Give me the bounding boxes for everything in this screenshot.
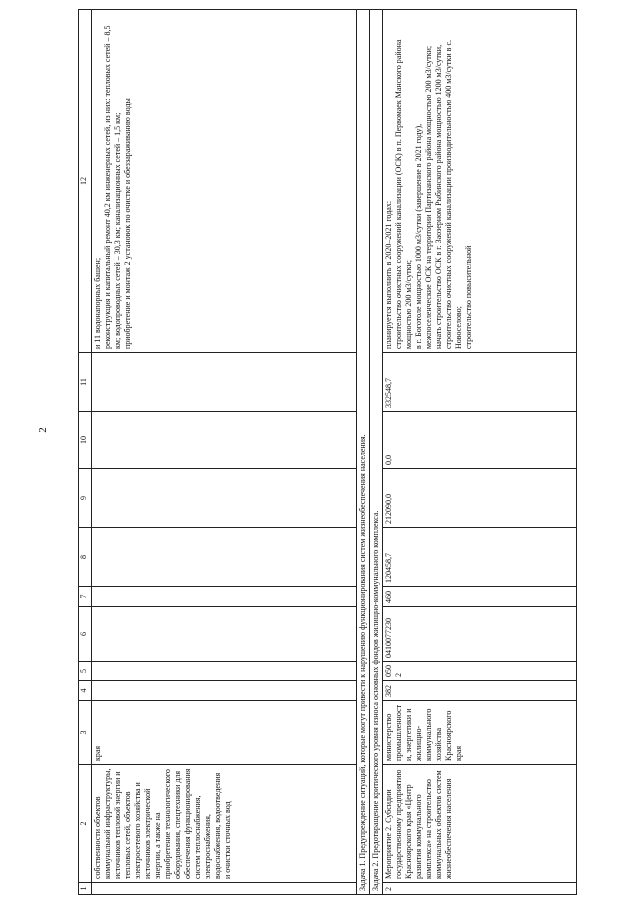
header-cell-1: 1	[79, 883, 92, 895]
row1-expected-result: и 11 водонапорных башен; реконструкция и капитальный ремонт 40,2 км инженерных сетей, из них: тепловых сетей – 8,5 км; водопроводных сетей – 30,3 км; канализационных сетей – 1,5 км; приобретение и монтаж 2 установок по очистке и обеззараживанию воды	[92, 10, 357, 353]
task-1-label: Задача 1. Предупреждение ситуаций, которые могут привести к нарушению функционирования систем жизнеобеспечения населения.	[357, 10, 370, 895]
page-number: 2	[37, 427, 49, 433]
row2-amount-year-3: 0,0	[383, 412, 577, 469]
row1-cell-10	[92, 412, 357, 469]
header-cell-4: 4	[79, 681, 92, 701]
row1-number	[92, 883, 357, 895]
task-2-label: Задача 2. Предотвращение критического уровня износа основных фондов жилищно-коммунального комплекса.	[370, 10, 383, 895]
row2-target-code: 0410077230	[383, 607, 577, 662]
task-row	[357, 10, 370, 895]
row2-amount-total: 332548,7	[383, 353, 577, 412]
header-cell-8: 8	[79, 528, 92, 587]
row1-cell-4	[92, 681, 357, 701]
header-row	[79, 10, 92, 895]
row1-cell-11	[92, 353, 357, 412]
row2-amount-year-2: 212090,0	[383, 469, 577, 528]
table-row	[383, 10, 577, 895]
header-cell-9: 9	[79, 469, 92, 528]
row2-amount-year-1: 120458,7	[383, 528, 577, 587]
rotated-table-sheet	[78, 10, 573, 895]
header-cell-10: 10	[79, 412, 92, 469]
row2-expense-type: 460	[383, 587, 577, 607]
task-row	[370, 10, 383, 895]
program-measures-table	[78, 9, 577, 895]
header-cell-5: 5	[79, 662, 92, 681]
row1-cell-5	[92, 662, 357, 681]
row2-number: 2	[383, 883, 577, 895]
row2-grbs-code: 382	[383, 681, 577, 701]
row1-cell-8	[92, 528, 357, 587]
row2-expected-result: планируется выполнить в 2020–2021 годах: строительство очистных сооружений канализации (ОСК) в п. Первомаек Манского района мощностью 200 м3/сутки; в г. Боготоле мощностью 1000 м3/сутки (завершение в 2021 году), межпоселенческие ОСК на территории Партизанского района мощностью 200 м3/сутки; начать строительство ОСК в г. Заозерном Рыбинского района мощностью 1200 м3/сутки, строительство очистных сооружений канализации производительностью 400 м3/сутки в с. Новоселово; строительство повысительной	[383, 10, 577, 353]
row1-cell-9	[92, 469, 357, 528]
row2-measure-name: Мероприятие 2. Субсидии государственному предприятию Красноярского края «Центр развития коммунального комплекса» на строительство коммунальных объектов систем жизнеобеспечения населения	[383, 765, 577, 883]
header-cell-6: 6	[79, 607, 92, 662]
row2-executor: министерство промышленности, энергетики и жилищно-коммунального хозяйства Красноярского края	[383, 701, 577, 765]
header-cell-3: 3	[79, 701, 92, 765]
row1-cell-6	[92, 607, 357, 662]
header-cell-7: 7	[79, 587, 92, 607]
row1-executor: края	[92, 701, 357, 765]
row2-section-code: 0502	[383, 662, 577, 681]
header-cell-11: 11	[79, 353, 92, 412]
header-cell-2: 2	[79, 765, 92, 883]
row1-cell-7	[92, 587, 357, 607]
table-row	[92, 10, 357, 895]
row1-measure-name: собственности объектов коммунальной инфраструктуры, источников тепловой энергии и тепловых сетей, объектов электросетевого хозяйства и источников электрической энергии, а также на приобретение технологического оборудования, спецтехники для обеспечения функционирования систем теплоснабжения, электроснабжения, водоснабжения, водоотведения и очистки сточных вод	[92, 765, 357, 883]
header-cell-12: 12	[79, 10, 92, 353]
